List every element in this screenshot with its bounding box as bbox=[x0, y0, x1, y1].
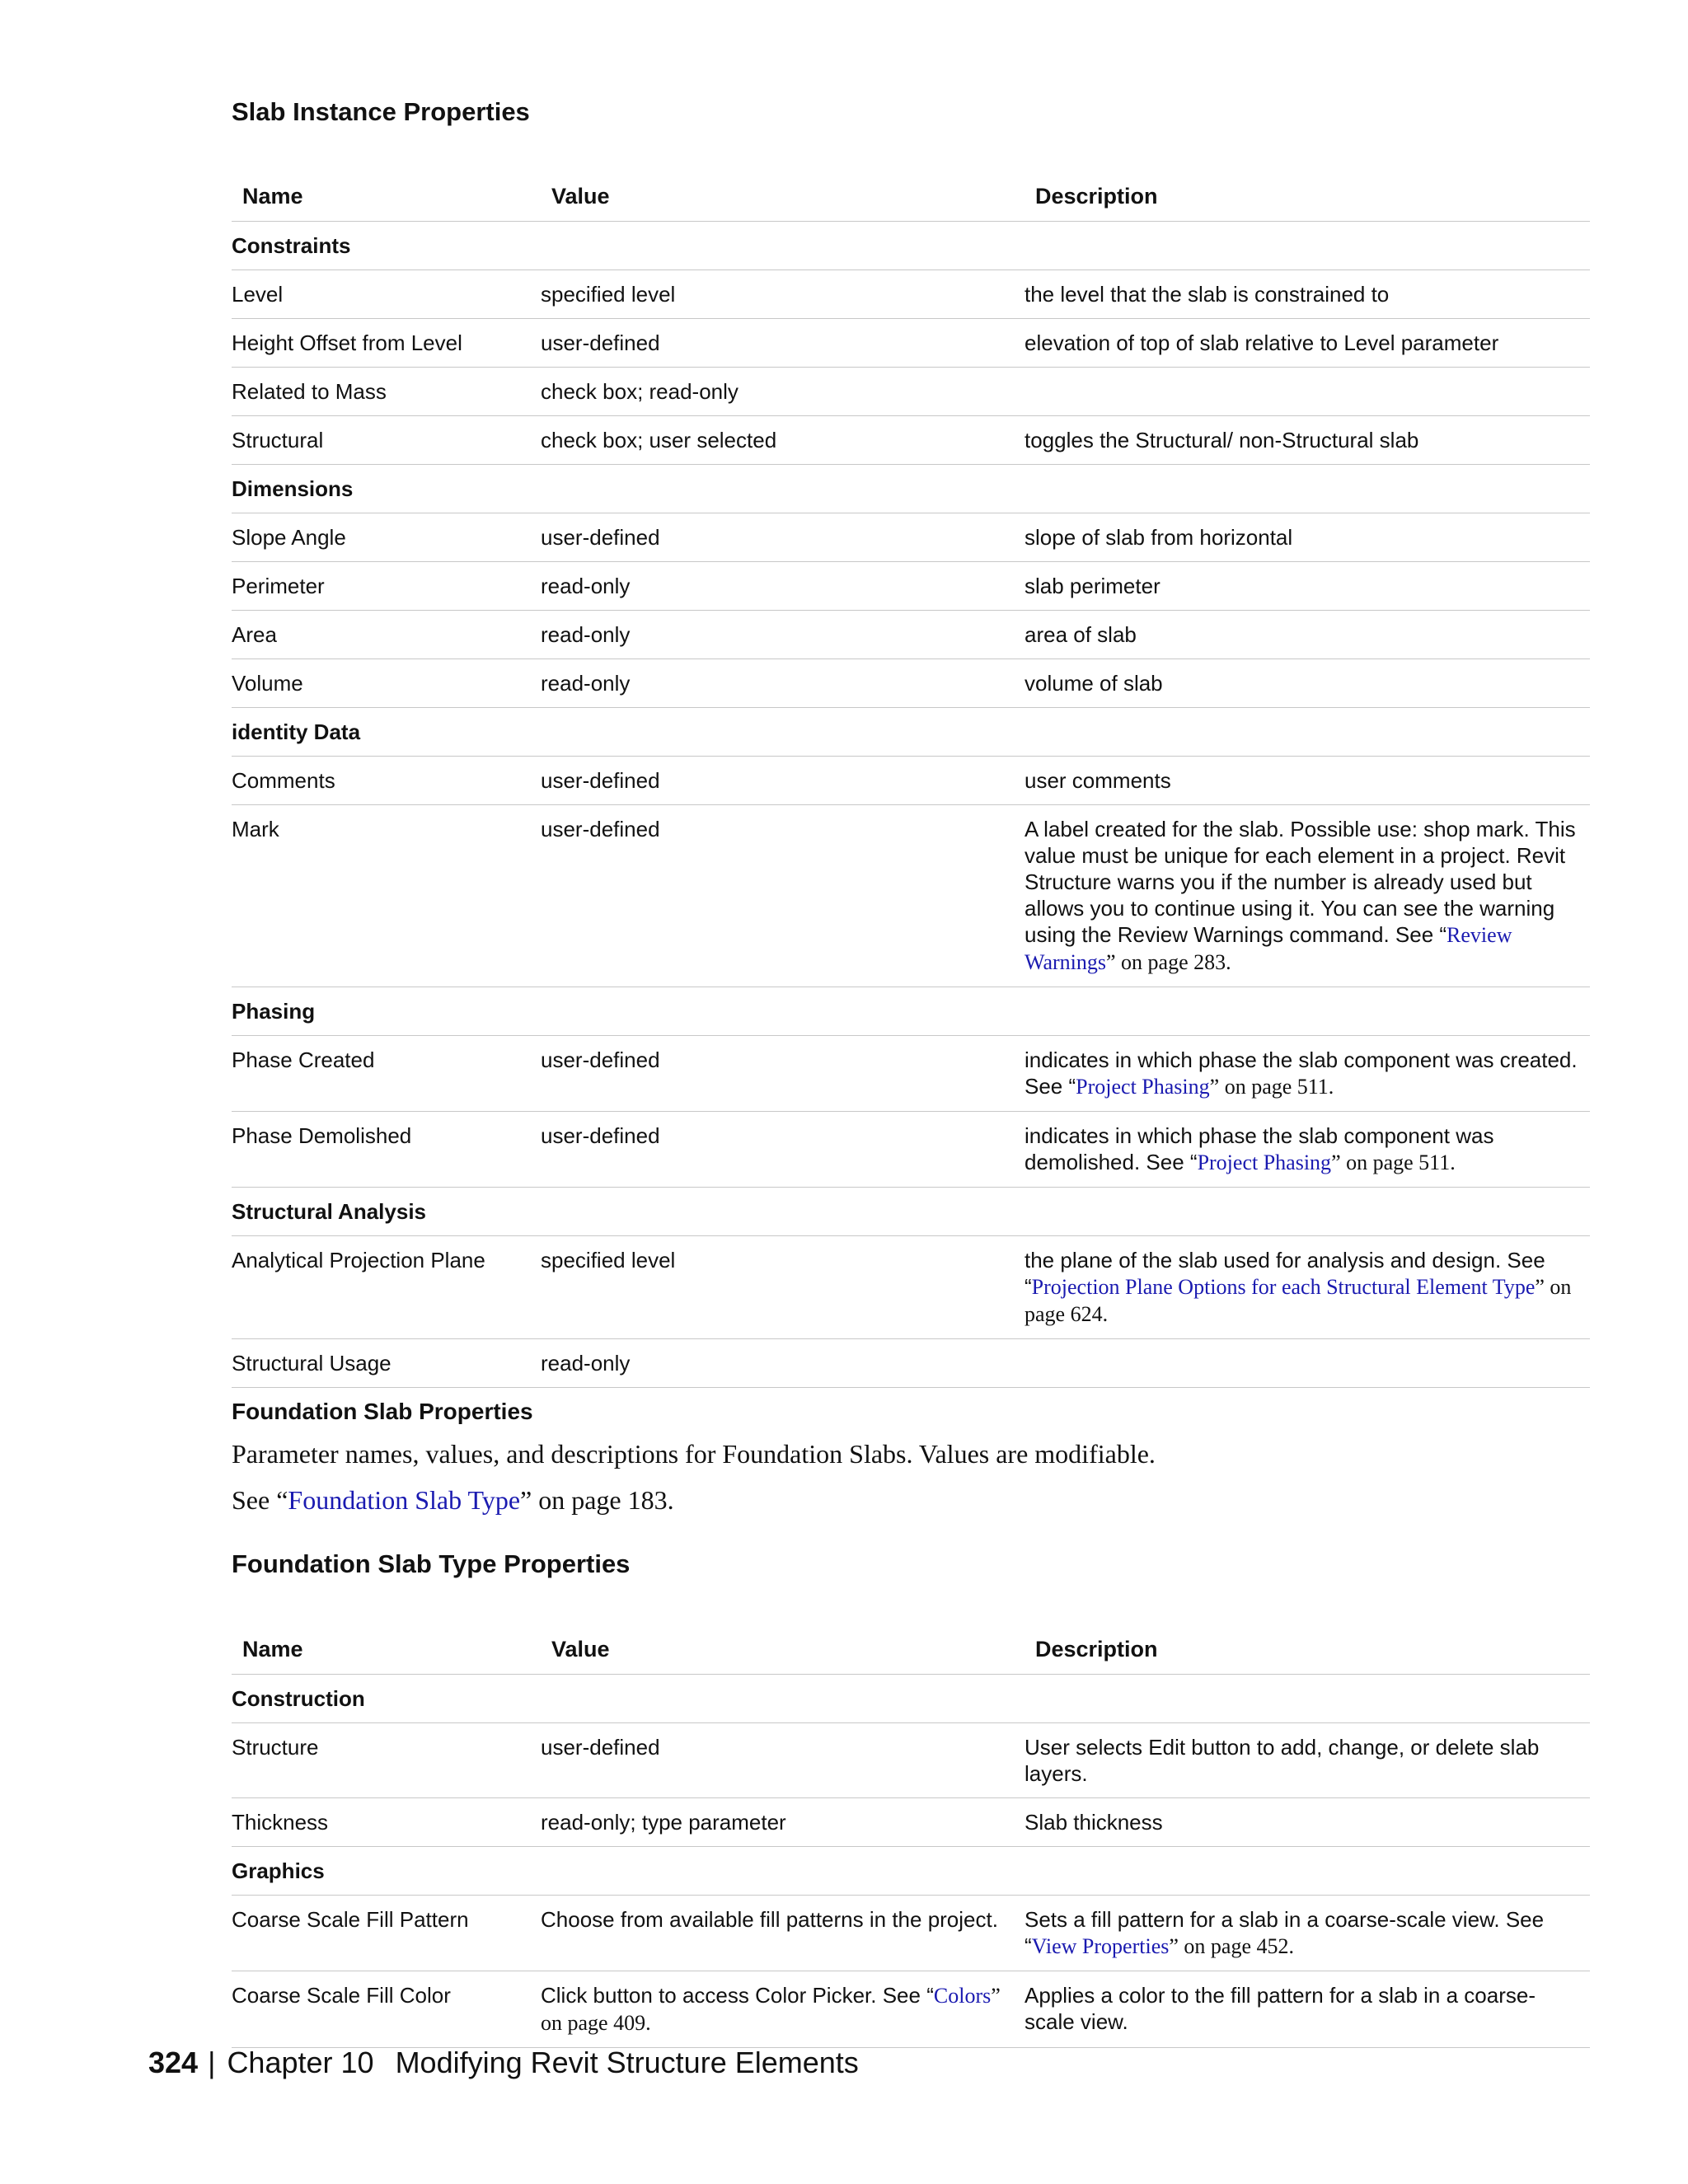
value-text: read-only bbox=[541, 622, 631, 647]
value-text: user-defined bbox=[541, 525, 660, 550]
param-value bbox=[541, 1339, 1025, 1388]
table-row bbox=[232, 1236, 1590, 1339]
group-label: Structural Analysis bbox=[232, 1188, 1590, 1236]
group-row bbox=[232, 465, 1590, 513]
param-name: Structure bbox=[232, 1723, 541, 1798]
cross-reference-suffix: ” on page 511. bbox=[1209, 1075, 1334, 1099]
param-name: Phase Created bbox=[232, 1036, 541, 1112]
description-text: toggles the Structural/ non-Structural slab bbox=[1025, 428, 1419, 452]
param-value bbox=[541, 270, 1025, 319]
table-row bbox=[232, 805, 1590, 987]
param-name: Mark bbox=[232, 805, 541, 987]
table-row bbox=[232, 368, 1590, 416]
param-description bbox=[1025, 1896, 1590, 1971]
param-description bbox=[1025, 416, 1590, 465]
value-text: user-defined bbox=[541, 817, 660, 841]
param-value bbox=[541, 319, 1025, 368]
param-name: Structural bbox=[232, 416, 541, 465]
cross-reference-link[interactable]: Projection Plane Options for each Structural Element Type bbox=[1031, 1275, 1536, 1299]
description-text: user comments bbox=[1025, 768, 1171, 793]
param-value bbox=[541, 416, 1025, 465]
param-name: Thickness bbox=[232, 1798, 541, 1847]
value-text: check box; user selected bbox=[541, 428, 777, 452]
value-text: Choose from available fill patterns in the project. bbox=[541, 1907, 998, 1932]
param-value bbox=[541, 368, 1025, 416]
column-header-description: Description bbox=[1025, 1611, 1590, 1675]
param-value bbox=[541, 513, 1025, 562]
param-name: Comments bbox=[232, 757, 541, 805]
param-value bbox=[541, 611, 1025, 659]
table-row bbox=[232, 1896, 1590, 1971]
see-prefix: See “ bbox=[232, 1485, 288, 1515]
description-text: the level that the slab is constrained to bbox=[1025, 282, 1390, 307]
page-footer bbox=[148, 2046, 859, 2080]
description-text: slope of slab from horizontal bbox=[1025, 525, 1293, 550]
param-description bbox=[1025, 562, 1590, 611]
value-text: read-only bbox=[541, 671, 631, 696]
param-value bbox=[541, 1036, 1025, 1112]
param-description bbox=[1025, 659, 1590, 708]
group-row bbox=[232, 1675, 1590, 1723]
param-description bbox=[1025, 368, 1590, 416]
footer-separator: | bbox=[208, 2046, 216, 2079]
value-text: read-only bbox=[541, 1351, 631, 1376]
table-row bbox=[232, 1798, 1590, 1847]
param-description bbox=[1025, 611, 1590, 659]
chapter-label: Chapter 10 bbox=[227, 2046, 374, 2079]
param-name: Coarse Scale Fill Pattern bbox=[232, 1896, 541, 1971]
foundation-intro-paragraph: Parameter names, values, and descriptions for Foundation Slabs. Values are modifiable. bbox=[232, 1439, 1156, 1469]
group-row bbox=[232, 1847, 1590, 1896]
description-text: indicates in which phase the slab component was demolished. See “ bbox=[1025, 1123, 1494, 1174]
value-text: user-defined bbox=[541, 1123, 660, 1148]
table-row bbox=[232, 1112, 1590, 1188]
column-header-description: Description bbox=[1025, 158, 1590, 222]
table-header-row bbox=[232, 158, 1590, 222]
group-row bbox=[232, 708, 1590, 757]
param-value bbox=[541, 1112, 1025, 1188]
param-name: Related to Mass bbox=[232, 368, 541, 416]
param-name: Structural Usage bbox=[232, 1339, 541, 1388]
description-text: area of slab bbox=[1025, 622, 1137, 647]
section-title-foundation-slab: Foundation Slab Properties bbox=[232, 1399, 533, 1424]
param-value bbox=[541, 659, 1025, 708]
param-description bbox=[1025, 1971, 1590, 2048]
value-link-suffix: ” on page 409. bbox=[541, 1984, 1001, 2035]
value-link[interactable]: Colors bbox=[933, 1984, 992, 2008]
param-description bbox=[1025, 1339, 1590, 1388]
description-text: elevation of top of slab relative to Level parameter bbox=[1025, 330, 1499, 355]
group-row bbox=[232, 987, 1590, 1036]
param-name: Area bbox=[232, 611, 541, 659]
cross-reference-link[interactable]: View Properties bbox=[1031, 1934, 1170, 1958]
param-name: Coarse Scale Fill Color bbox=[232, 1971, 541, 2048]
table-row bbox=[232, 562, 1590, 611]
value-text: user-defined bbox=[541, 1735, 660, 1760]
column-header-value: Value bbox=[541, 158, 1025, 222]
description-text: slab perimeter bbox=[1025, 574, 1160, 598]
description-text: User selects Edit button to add, change, or delete slab layers. bbox=[1025, 1735, 1540, 1786]
cross-reference-suffix: ” on page 624. bbox=[1025, 1275, 1572, 1326]
group-label: Graphics bbox=[232, 1847, 1590, 1896]
table-row bbox=[232, 513, 1590, 562]
param-value bbox=[541, 1798, 1025, 1847]
table-row bbox=[232, 659, 1590, 708]
value-text: user-defined bbox=[541, 330, 660, 355]
see-suffix: ” on page 183. bbox=[520, 1485, 674, 1515]
foundation-slab-type-table bbox=[232, 1611, 1590, 2048]
table-row bbox=[232, 1339, 1590, 1388]
description-text: volume of slab bbox=[1025, 671, 1163, 696]
section-title-foundation-slab-type: Foundation Slab Type Properties bbox=[232, 1549, 631, 1578]
value-text: Click button to access Color Picker. See “ bbox=[541, 1983, 934, 2008]
param-description bbox=[1025, 1236, 1590, 1339]
cross-reference-suffix: ” on page 452. bbox=[1169, 1934, 1294, 1958]
description-text: indicates in which phase the slab component was created. See “ bbox=[1025, 1047, 1578, 1099]
table-row bbox=[232, 416, 1590, 465]
param-name: Volume bbox=[232, 659, 541, 708]
table-row bbox=[232, 319, 1590, 368]
description-text: Applies a color to the fill pattern for a slab in a coarse-scale view. bbox=[1025, 1983, 1536, 2034]
group-label: identity Data bbox=[232, 708, 1590, 757]
param-name: Perimeter bbox=[232, 562, 541, 611]
param-value bbox=[541, 805, 1025, 987]
description-text: A label created for the slab. Possible use: shop mark. This value must be unique for each element in a project. Revit Structure warns you if the number is already used but allows you to continue using it. You can see the warning using the Review Warnings command. See “ bbox=[1025, 817, 1576, 947]
group-label: Phasing bbox=[232, 987, 1590, 1036]
page-number: 324 bbox=[148, 2046, 199, 2079]
value-text: user-defined bbox=[541, 1047, 660, 1072]
value-text: read-only; type parameter bbox=[541, 1810, 786, 1835]
param-name: Slope Angle bbox=[232, 513, 541, 562]
table-row bbox=[232, 1971, 1590, 2048]
value-text: specified level bbox=[541, 282, 676, 307]
description-text: Sets a fill pattern for a slab in a coarse-scale view. See “ bbox=[1025, 1907, 1545, 1958]
slab-instance-table bbox=[232, 158, 1590, 1388]
cross-reference-suffix: ” on page 511. bbox=[1331, 1151, 1456, 1174]
param-value bbox=[541, 1971, 1025, 2048]
table-header-row bbox=[232, 1611, 1590, 1675]
param-description bbox=[1025, 1798, 1590, 1847]
value-text: read-only bbox=[541, 574, 631, 598]
param-name: Level bbox=[232, 270, 541, 319]
param-description bbox=[1025, 757, 1590, 805]
chapter-title: Modifying Revit Structure Elements bbox=[395, 2046, 859, 2079]
group-row bbox=[232, 1188, 1590, 1236]
foundation-see-paragraph bbox=[232, 1483, 674, 1516]
value-text: user-defined bbox=[541, 768, 660, 793]
cross-reference-link[interactable]: Project Phasing bbox=[1197, 1151, 1332, 1174]
param-description bbox=[1025, 1112, 1590, 1188]
param-description bbox=[1025, 805, 1590, 987]
group-label: Dimensions bbox=[232, 465, 1590, 513]
group-row bbox=[232, 222, 1590, 270]
column-header-value: Value bbox=[541, 1611, 1025, 1675]
param-name: Analytical Projection Plane bbox=[232, 1236, 541, 1339]
foundation-slab-type-link[interactable]: Foundation Slab Type bbox=[288, 1485, 521, 1515]
param-description bbox=[1025, 1036, 1590, 1112]
param-name: Phase Demolished bbox=[232, 1112, 541, 1188]
cross-reference-suffix: ” on page 283. bbox=[1106, 950, 1231, 974]
group-label: Constraints bbox=[232, 222, 1590, 270]
column-header-name: Name bbox=[232, 158, 541, 222]
value-text: check box; read-only bbox=[541, 379, 738, 404]
group-label: Construction bbox=[232, 1675, 1590, 1723]
table-row bbox=[232, 1723, 1590, 1798]
param-value bbox=[541, 1896, 1025, 1971]
param-value bbox=[541, 562, 1025, 611]
param-name: Height Offset from Level bbox=[232, 319, 541, 368]
table-row bbox=[232, 611, 1590, 659]
column-header-name: Name bbox=[232, 1611, 541, 1675]
param-value bbox=[541, 1236, 1025, 1339]
cross-reference-link[interactable]: Review Warnings bbox=[1025, 923, 1512, 974]
table-row bbox=[232, 270, 1590, 319]
param-description bbox=[1025, 319, 1590, 368]
param-value bbox=[541, 1723, 1025, 1798]
param-description bbox=[1025, 270, 1590, 319]
param-description bbox=[1025, 1723, 1590, 1798]
table-row bbox=[232, 1036, 1590, 1112]
section-title-slab-instance: Slab Instance Properties bbox=[232, 97, 530, 126]
description-text: the plane of the slab used for analysis and design. See “ bbox=[1025, 1248, 1545, 1299]
table-row bbox=[232, 757, 1590, 805]
value-text: specified level bbox=[541, 1248, 676, 1272]
description-text: Slab thickness bbox=[1025, 1810, 1163, 1835]
param-description bbox=[1025, 513, 1590, 562]
cross-reference-link[interactable]: Project Phasing bbox=[1076, 1075, 1210, 1099]
param-value bbox=[541, 757, 1025, 805]
